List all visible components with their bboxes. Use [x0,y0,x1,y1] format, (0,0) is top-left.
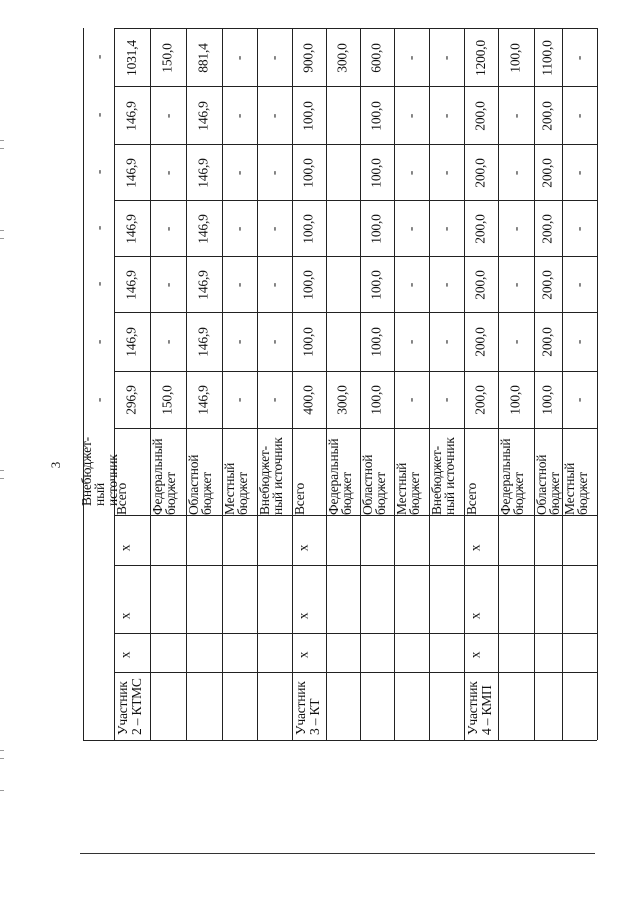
header-row-value-text: - [90,281,106,287]
budget-value-cell [534,200,562,256]
participant-mark-cell [464,565,597,633]
budget-value: 300,0 [334,385,350,415]
budget-value-cell [222,256,257,312]
participant-mark: х [295,544,311,552]
budget-value: - [159,339,175,345]
budget-value: - [571,339,587,345]
budget-value-cell [464,312,498,371]
participant-mark: х [295,651,311,659]
budget-value: - [231,55,247,60]
budget-value-cell [429,28,464,86]
budget-source-cell [429,428,464,515]
scan-edge-tick [0,750,4,751]
budget-value-cell [360,144,394,200]
header-row-value-text: - [90,225,106,231]
budget-value-cell [394,256,429,312]
scan-edge-tick [0,148,4,149]
budget-value-cell [429,312,464,371]
budget-value: 200,0 [472,100,488,131]
scan-edge-tick [0,758,4,759]
budget-value-cell [257,312,292,371]
budget-value-cell [562,28,597,86]
participant-mark-cell [114,515,292,565]
header-row-value-text: - [90,112,106,118]
budget-value-cell [292,371,326,428]
budget-value-cell [562,200,597,256]
budget-source-label: Федеральный бюджет [326,438,354,515]
budget-value-cell [562,144,597,200]
budget-value-cell [534,28,562,86]
budget-value-cell [360,371,394,428]
budget-value-cell [394,371,429,428]
participant-mark-cell [114,565,292,633]
budget-value-cell [394,86,429,144]
budget-source-cell [292,428,326,515]
budget-value: 881,4 [195,42,211,73]
budget-value-cell [464,144,498,200]
budget-value: - [231,113,247,118]
budget-value: - [231,397,247,403]
budget-value-cell [498,28,534,86]
participant-mark: х [117,651,133,659]
budget-source-cell [186,428,222,515]
scan-edge-tick [0,230,4,231]
budget-value: 100,0 [368,213,384,244]
budget-value-cell [394,200,429,256]
budget-value: - [438,170,454,175]
header-row-source-label: Внебюджет-ный источник [78,437,120,506]
budget-value-cell [394,28,429,86]
budget-value: - [231,339,247,345]
budget-value: 200,0 [540,327,556,357]
budget-value: 100,0 [368,327,384,357]
budget-value-cell [464,256,498,312]
participant-mark: х [117,612,133,620]
budget-source-cell [360,428,394,515]
budget-value: 100,0 [368,100,384,131]
budget-value-cell [562,256,597,312]
budget-value-cell [360,200,394,256]
budget-source-label: Всего [114,482,129,515]
budget-value-cell [114,28,150,86]
budget-source-label: Областной бюджет [534,454,562,515]
budget-value-cell [394,312,429,371]
participant-mark-cell [464,515,597,565]
budget-value: - [403,170,419,175]
budget-value: - [266,55,282,60]
budget-source-label: Областной бюджет [186,454,214,515]
budget-value-cell [360,28,394,86]
budget-source-label: Федеральный бюджет [150,438,178,515]
budget-value: 200,0 [472,213,488,244]
budget-value: 300,0 [334,42,350,73]
budget-value: 100,0 [300,269,316,300]
budget-value-cell [150,256,186,312]
budget-value: - [507,113,523,118]
budget-value-cell [292,312,326,371]
participant-name: Участник 4 – КМП [465,681,494,735]
budget-value: 150,0 [159,385,175,415]
budget-value-cell [326,28,360,86]
scan-edge-tick [0,478,4,479]
budget-value-cell [222,86,257,144]
budget-value-cell [394,144,429,200]
budget-value-cell [498,256,534,312]
budget-value: 100,0 [368,269,384,300]
budget-value: 100,0 [368,157,384,188]
budget-value: - [266,170,282,175]
budget-value: 400,0 [300,385,316,415]
budget-value-cell [150,28,186,86]
budget-value-cell [326,371,360,428]
budget-source-cell [326,428,360,515]
participant-name-cell [114,672,292,740]
budget-source-label: Внебюджет-ный источник [257,437,285,515]
budget-value-cell [222,144,257,200]
budget-value-cell [257,144,292,200]
budget-value-cell [429,144,464,200]
budget-value: 100,0 [507,42,523,73]
budget-value-cell [222,312,257,371]
budget-value-cell [464,200,498,256]
budget-value: 146,9 [195,327,211,357]
budget-value-cell [534,371,562,428]
budget-value: - [231,170,247,175]
budget-source-cell [534,428,562,515]
budget-value: - [438,55,454,60]
budget-value-cell [326,144,360,200]
budget-value: 146,9 [195,213,211,244]
budget-value-cell [114,371,150,428]
budget-value: - [266,339,282,345]
budget-value-cell [498,200,534,256]
budget-value-cell [150,144,186,200]
header-row-value [84,312,114,371]
participant-mark-cell [464,633,597,672]
budget-value: - [159,113,175,118]
budget-value: 1100,0 [540,39,555,76]
budget-value: - [507,339,523,345]
header-row-value [84,256,114,312]
budget-source-label: Федеральный бюджет [498,438,526,515]
budget-value-cell [498,144,534,200]
budget-value: 146,9 [123,327,139,357]
budget-value: - [507,170,523,175]
budget-value: - [266,282,282,287]
budget-value: 146,9 [123,213,139,244]
budget-value-cell [150,200,186,256]
header-row-value-text: - [90,169,106,175]
budget-value-cell [534,144,562,200]
budget-value: 100,0 [540,385,556,415]
budget-value: - [438,339,454,345]
budget-value: - [571,55,587,60]
budget-value-cell [292,200,326,256]
budget-value: 200,0 [540,100,556,131]
budget-value: 100,0 [300,327,316,357]
scan-edge-tick [0,238,4,239]
budget-value-cell [464,371,498,428]
budget-value-cell [186,371,222,428]
budget-value-cell [186,312,222,371]
participant-name-cell [292,672,464,740]
budget-value: 100,0 [368,385,384,415]
budget-source-label: Местный бюджет [394,462,422,515]
budget-value-cell [257,28,292,86]
budget-value: 146,9 [195,385,211,415]
budget-source-label: Всего [292,482,307,515]
budget-value: 200,0 [472,269,488,300]
budget-value-cell [186,256,222,312]
budget-value: - [571,113,587,118]
participant-mark: х [295,612,311,620]
budget-value: 100,0 [300,100,316,131]
budget-value-cell [292,144,326,200]
header-row-value [84,144,114,200]
participant-name: Участник 2 – КТМС [115,678,144,735]
budget-value-cell [429,86,464,144]
participant-name: Участник 3 – КТ [293,681,322,735]
budget-value: - [159,170,175,175]
budget-value: - [571,170,587,175]
participant-mark-cell [292,515,464,565]
scan-edge-tick [0,140,4,141]
budget-value: - [403,339,419,345]
budget-value: 146,9 [195,269,211,300]
budget-value-cell [186,28,222,86]
budget-value: - [403,397,419,403]
budget-value: - [159,282,175,287]
budget-value-cell [326,200,360,256]
budget-value-cell [464,86,498,144]
budget-value: - [438,397,454,403]
budget-value: 146,9 [195,157,211,188]
budget-value: - [438,226,454,231]
budget-value-cell [429,371,464,428]
budget-value-cell [360,86,394,144]
budget-value: 200,0 [472,385,488,415]
header-row-value [84,86,114,144]
scan-edge-tick [0,470,4,471]
header-row-value [84,200,114,256]
budget-value: 1200,0 [473,39,488,76]
budget-value-cell [429,256,464,312]
participant-mark: х [467,544,483,552]
participant-mark: х [467,612,483,620]
budget-value: - [507,282,523,287]
budget-value-cell [562,86,597,144]
budget-value: 200,0 [540,157,556,188]
budget-value-cell [534,86,562,144]
budget-value-cell [222,28,257,86]
participant-mark-cell [292,633,464,672]
budget-value-cell [326,86,360,144]
budget-value-cell [114,312,150,371]
budget-value-cell [498,371,534,428]
budget-source-cell [464,428,498,515]
budget-source-label: Местный бюджет [562,462,590,515]
budget-source-cell [222,428,257,515]
budget-value: - [571,397,587,403]
budget-value: - [266,397,282,403]
page-number: 3 [48,461,63,469]
budget-value-cell [186,144,222,200]
budget-source-cell [498,428,534,515]
budget-value: - [403,282,419,287]
budget-value: - [507,226,523,231]
header-row-value-text: - [90,339,106,344]
budget-value-cell [562,312,597,371]
budget-value: - [571,226,587,231]
scan-edge-tick [0,790,4,791]
budget-value: - [571,282,587,287]
header-row-source [78,428,120,515]
table-grid-line [597,28,598,740]
budget-value: 200,0 [472,327,488,357]
budget-value: - [266,226,282,231]
budget-source-cell [562,428,597,515]
budget-value-cell [114,256,150,312]
budget-value: 296,9 [123,385,139,415]
budget-source-cell [257,428,292,515]
budget-value: - [159,226,175,231]
budget-value: 146,9 [195,100,211,131]
budget-value-cell [534,256,562,312]
budget-value-cell [186,200,222,256]
budget-value-cell [498,312,534,371]
budget-source-cell [150,428,186,515]
budget-value: 200,0 [472,157,488,188]
budget-table [78,28,597,741]
budget-value-cell [150,371,186,428]
participant-mark-cell [292,565,464,633]
budget-value-cell [464,28,498,86]
budget-value-cell [534,312,562,371]
budget-value-cell [150,86,186,144]
budget-value: - [438,113,454,118]
participant-mark-cell [114,633,292,672]
budget-value: 900,0 [300,42,316,73]
budget-value: 146,9 [123,269,139,300]
budget-value-cell [114,86,150,144]
budget-value-cell [257,86,292,144]
header-row-value-text: - [90,397,106,402]
budget-value: 150,0 [159,42,175,73]
budget-value: - [231,226,247,231]
budget-value: - [266,113,282,118]
budget-value-cell [257,371,292,428]
budget-value: 100,0 [507,385,523,415]
header-row-value-text: - [90,54,106,60]
budget-value-cell [257,256,292,312]
budget-value-cell [562,371,597,428]
budget-value: - [403,226,419,231]
budget-value-cell [114,200,150,256]
budget-value-cell [114,144,150,200]
participant-mark: х [117,544,133,552]
budget-value: - [403,55,419,60]
budget-value: 200,0 [540,213,556,244]
budget-value-cell [360,256,394,312]
budget-value-cell [292,256,326,312]
participant-name-cell [464,672,597,740]
budget-value-cell [222,200,257,256]
budget-source-cell [394,428,429,515]
budget-value-cell [150,312,186,371]
budget-value-cell [498,86,534,144]
budget-value-cell [326,312,360,371]
budget-value: - [403,113,419,118]
budget-source-label: Внебюджет-ный источник [429,437,457,515]
budget-value-cell [257,200,292,256]
budget-value: 600,0 [368,42,384,73]
budget-value-cell [326,256,360,312]
budget-value-cell [292,28,326,86]
budget-value: 146,9 [123,100,139,131]
header-row-value [84,371,114,428]
budget-value: 1031,4 [124,39,139,76]
budget-value: 100,0 [300,157,316,188]
scan-edge-marks [0,140,6,820]
budget-value-cell [222,371,257,428]
budget-value: - [438,282,454,287]
header-row-value [84,28,114,86]
budget-value-cell [360,312,394,371]
participant-mark: х [467,651,483,659]
bottom-rule [80,853,595,854]
budget-value-cell [429,200,464,256]
budget-value: - [231,282,247,287]
budget-source-label: Всего [464,482,479,515]
budget-value: 146,9 [123,157,139,188]
budget-value: 100,0 [300,213,316,244]
budget-source-label: Местный бюджет [222,462,250,515]
budget-value-cell [292,86,326,144]
budget-value: 200,0 [540,269,556,300]
budget-value-cell [186,86,222,144]
budget-source-cell [114,428,150,515]
budget-source-label: Областной бюджет [360,454,388,515]
